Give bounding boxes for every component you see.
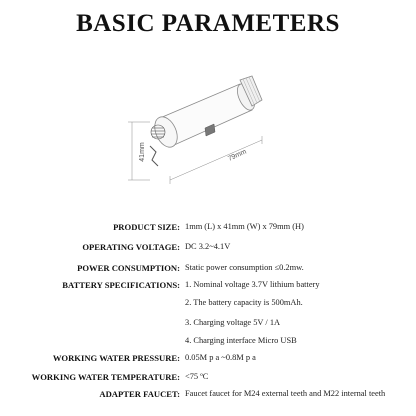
spec-row-adapter-faucet [0,389,416,401]
mounting-clip [150,146,158,166]
spec-value: <75 ºC [185,372,209,381]
spec-value: Faucet faucet for M24 external teeth and M22 internal teeth [185,389,386,398]
spec-label: BATTERY SPECIFICATIONS: [62,280,180,290]
spec-row-power-consumption [0,263,416,275]
spec-value: 1. Nominal voltage 3.7V lithium battery [185,280,320,289]
spec-value: 4. Charging interface Micro USB [185,336,297,345]
spec-row-water-temperature [0,372,416,384]
spec-label: PRODUCT SIZE: [113,222,180,232]
spec-row-charging-voltage [0,318,416,330]
spec-value: DC 3.2~4.1V [185,242,231,251]
spec-label: OPERATING VOLTAGE: [82,242,180,252]
sensor-body-outline [150,76,262,151]
spec-row-water-pressure [0,353,416,365]
spec-value: 3. Charging voltage 5V / 1A [185,318,281,327]
page-title: BASIC PARAMETERS [76,10,340,37]
spec-row-operating-voltage [0,242,416,254]
spec-label: WORKING WATER TEMPERATURE: [31,372,180,382]
spec-label: ADAPTER FAUCET: [99,389,180,399]
height-label: 41mm [139,142,146,162]
spec-row-battery [0,280,416,292]
spec-row-charging-interface [0,336,416,348]
length-label: 79mm [227,148,248,163]
product-dimension-drawing [0,0,416,200]
spec-row-battery-capacity [0,298,416,310]
spec-value: 0.05M p a ~0.8M p a [185,353,256,362]
spec-value: Static power consumption ≤0.2mw. [185,263,304,272]
spec-value: 2. The battery capacity is 500mAh. [185,298,303,307]
spec-label: POWER CONSUMPTION: [77,263,180,273]
spec-row-product-size [0,222,416,234]
length-dimension-line [170,136,262,184]
spec-label: WORKING WATER PRESSURE: [52,353,180,363]
spec-value: 1mm (L) x 41mm (W) x 79mm (H) [185,222,304,231]
